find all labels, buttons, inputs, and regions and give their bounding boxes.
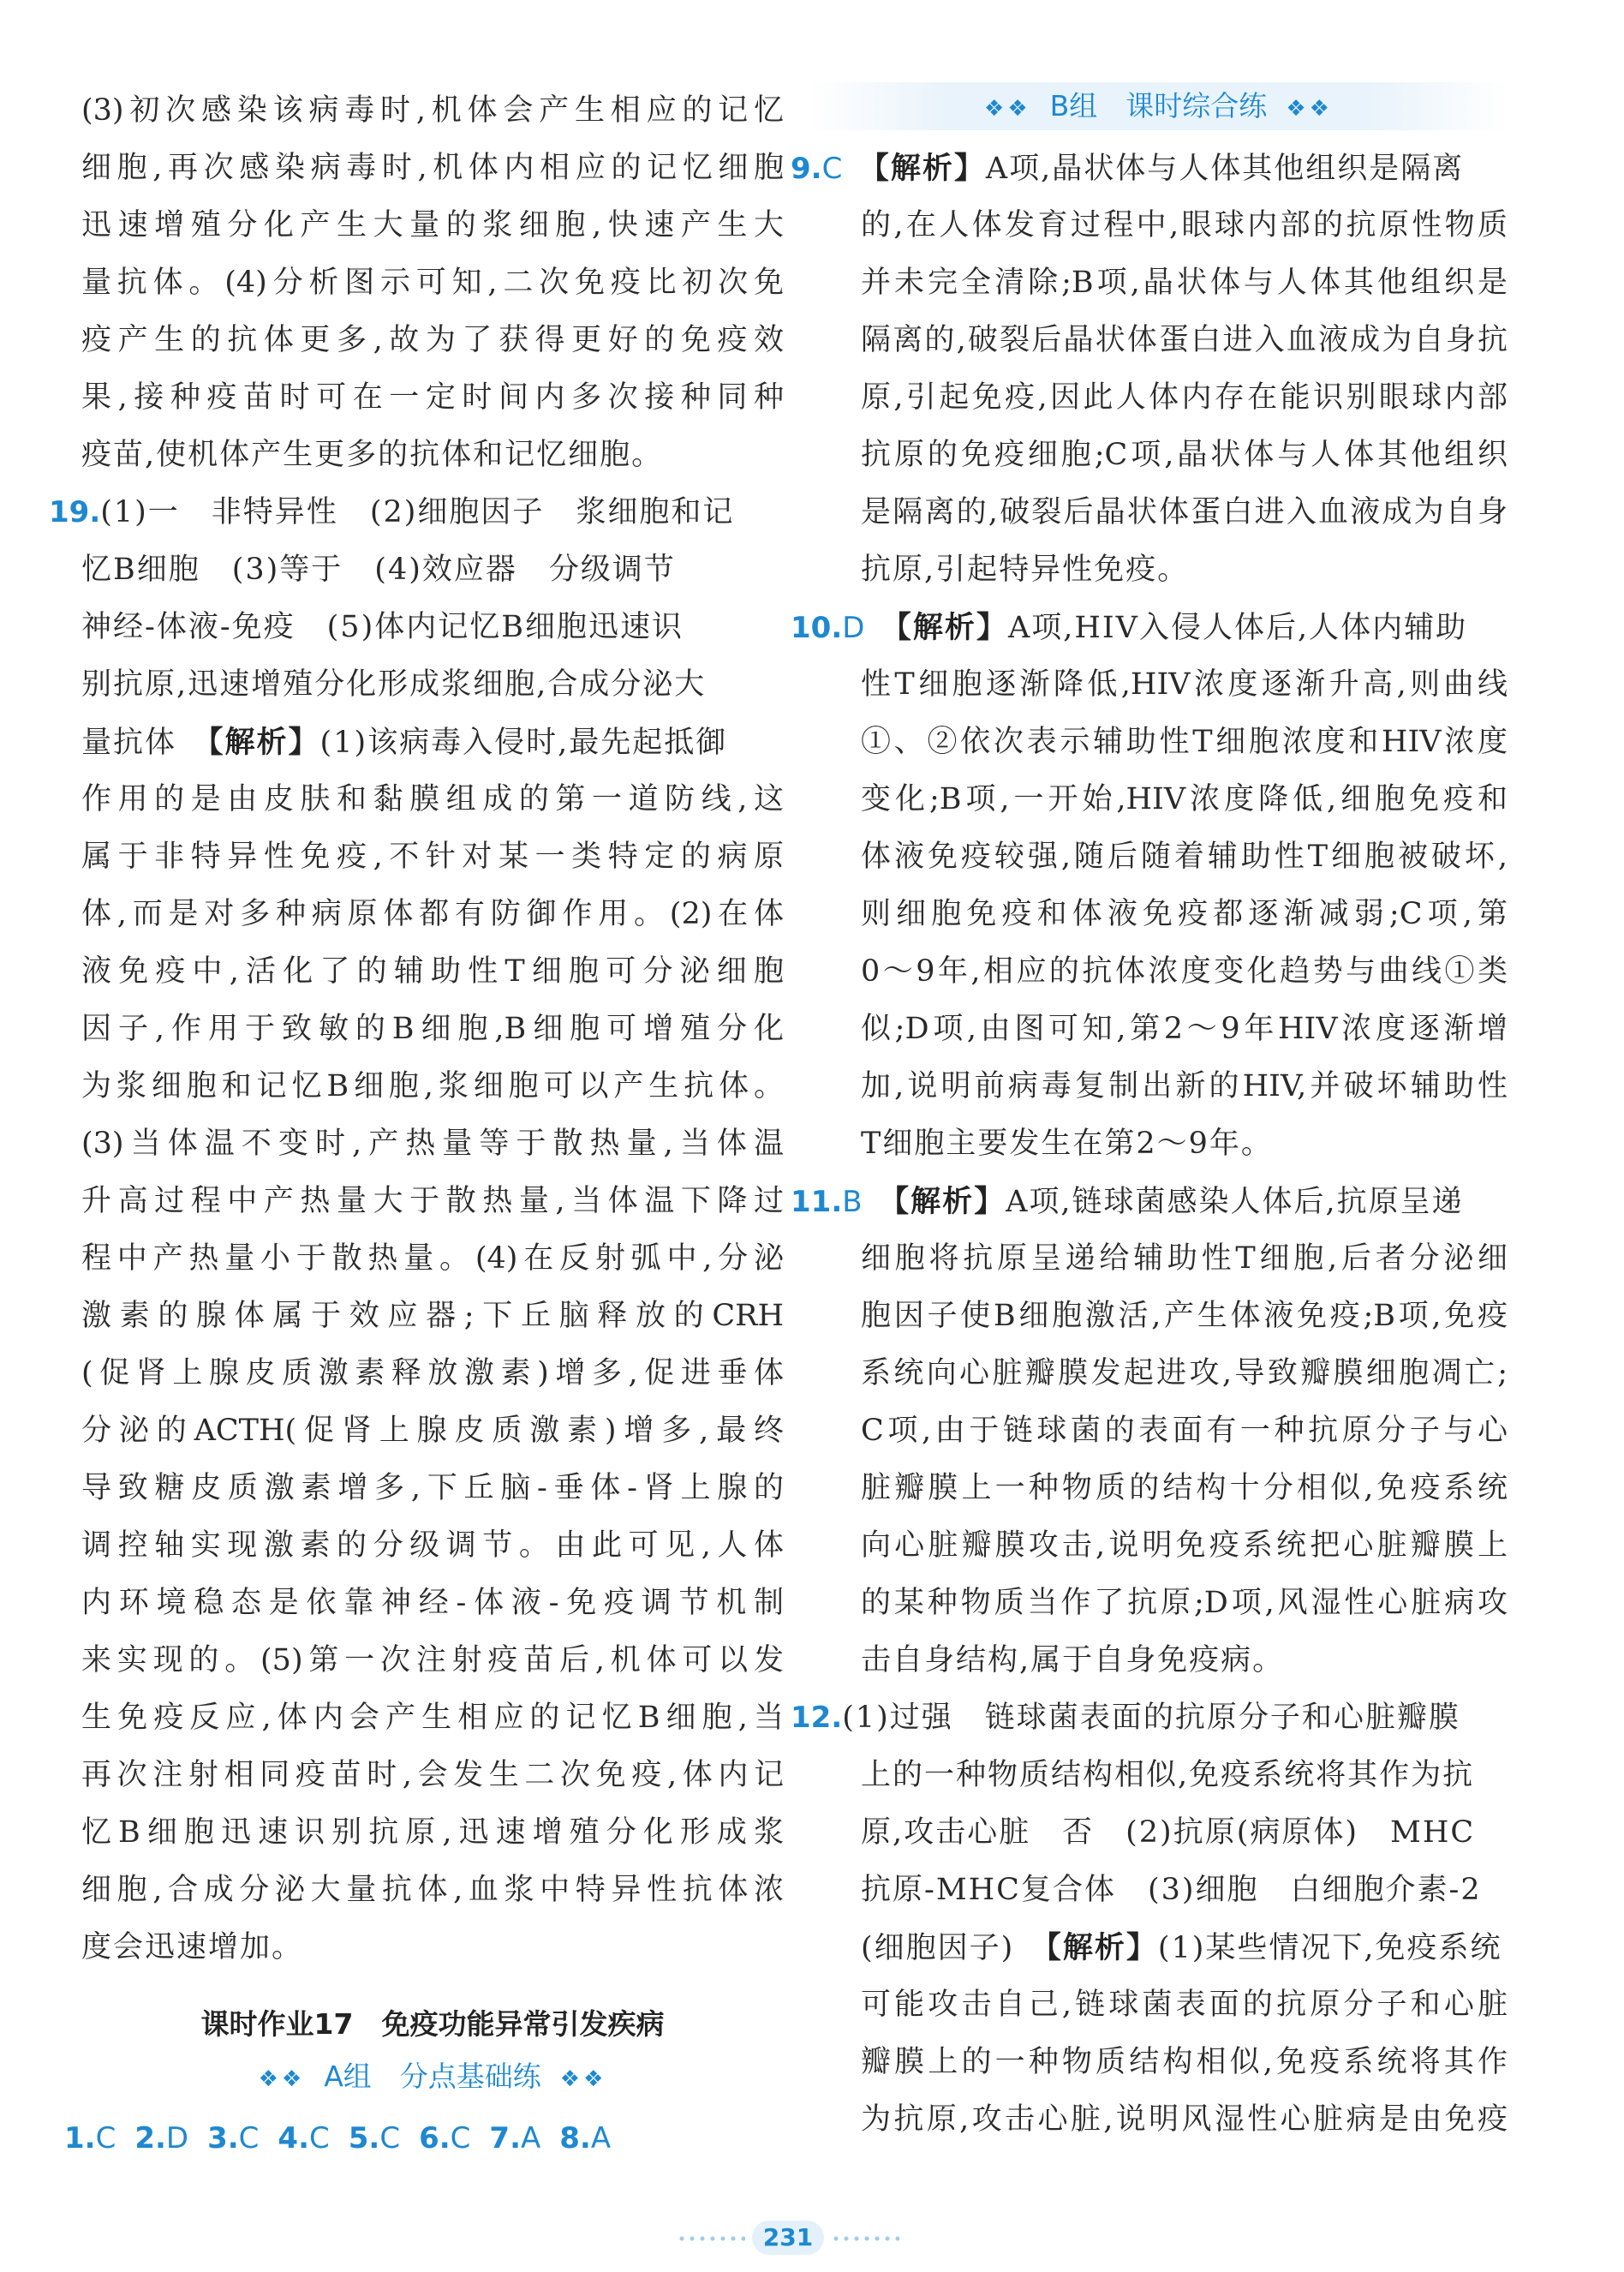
text-line: 细胞,合成分泌大量抗体,血浆中特异性抗体浓 [81, 1873, 784, 1907]
answer-value: A [590, 2121, 612, 2155]
text-line: 程中产热量小于散热量。(4)在反射弧中,分泌 [81, 1241, 784, 1276]
text-line: 神经-体液-免疫 (5)体内记忆B细胞迅速识 [81, 610, 684, 644]
analysis-text: A项,晶状体与人体其他组织是隔离 [985, 152, 1465, 186]
analysis-tag: 【解析】 [842, 151, 986, 186]
text-line: 是隔离的,破裂后晶状体蛋白进入血液成为自身 [861, 495, 1508, 529]
text-line: 脏瓣膜上一种物质的结构十分相似,免疫系统 [861, 1471, 1508, 1505]
left-column [49, 82, 784, 2167]
diamond-dots-icon: ❖❖ [258, 2066, 306, 2092]
answer-item [64, 2110, 116, 2167]
answer-text: (1)一 非特异性 (2)细胞因子 浆细胞和记 [100, 495, 735, 529]
question-18-continued [81, 82, 784, 484]
question-first-line [49, 484, 784, 541]
text-line: 疫产生的抗体更多,故为了获得更好的免疫效 [81, 323, 784, 357]
text-line: 果,接种疫苗时可在一定时间内多次接种同种 [81, 380, 784, 415]
analysis-text: A项,HIV入侵人体后,人体内辅助 [1007, 611, 1468, 645]
text-line: 液免疫中,活化了的辅助性T细胞可分泌细胞 [81, 954, 784, 989]
text-line: 忆B细胞迅速识别抗原,迅速增殖分化形成浆 [81, 1815, 784, 1850]
text-line: 的某种物质当作了抗原;D项,风湿性心脏病攻 [861, 1586, 1508, 1620]
text-line: 的,在人体发育过程中,眼球内部的抗原性物质 [861, 208, 1508, 242]
question-first-line [791, 1173, 1508, 1230]
text-line: 作用的是由皮肤和黏膜组成的第一道防线,这 [81, 782, 784, 816]
text-line: 击自身结构,属于自身免疫病。 [861, 1643, 1285, 1677]
question-first-line [791, 1689, 1508, 1747]
text-line: 并未完全清除;B项,晶状体与人体其他组织是 [861, 266, 1508, 300]
text-line: 忆B细胞 (3)等于 (4)效应器 分级调节 [81, 553, 676, 587]
analysis-text: A项,链球菌感染人体后,抗原呈递 [1006, 1185, 1464, 1219]
group-a-banner [81, 2053, 784, 2101]
answer-number: 7. [489, 2121, 521, 2155]
analysis-text: (1)某些情况下,免疫系统 [1157, 1931, 1502, 1965]
text-line: C项,由于链球菌的表面有一种抗原分子与心 [861, 1414, 1508, 1448]
question-9 [791, 140, 1508, 599]
homework-title: 课时作业17 免疫功能异常引发疾病 [200, 2007, 665, 2041]
right-column [791, 82, 1508, 2149]
text-line: 胞因子使B细胞激活,产生体液免疫;B项,免疫 [861, 1299, 1508, 1333]
answer-item [134, 2110, 188, 2167]
group-a-label: A组 分点基础练 [324, 2060, 541, 2093]
text-line: 体液免疫较强,随后随着辅助性T细胞被破坏, [861, 840, 1508, 874]
answer-letter: B [842, 1185, 863, 1219]
text-line: 疫苗,使机体产生更多的抗体和记忆细胞。 [81, 438, 664, 472]
text-line: 因子,作用于致敏的B细胞,B细胞可增殖分化 [81, 1012, 784, 1046]
question-number: 11. [791, 1185, 843, 1219]
text-line: ①、②依次表示辅助性T细胞浓度和HIV浓度 [861, 725, 1508, 759]
group-b-banner [809, 82, 1508, 130]
text-line: 原,攻击心脏 否 (2)抗原(病原体) MHC [861, 1815, 1476, 1850]
answer-number: 2. [134, 2121, 166, 2155]
analysis-tag: 【解析】 [862, 1184, 1006, 1219]
text-line: 可能攻击自己,链球菌表面的抗原分子和心脏 [861, 1988, 1508, 2022]
text-line: 生免疫反应,体内会产生相应的记忆B细胞,当 [81, 1701, 784, 1735]
answer-value: A [520, 2121, 541, 2155]
answer-item [207, 2110, 259, 2167]
text-line: 上的一种物质结构相似,免疫系统将其作为抗 [861, 1758, 1475, 1792]
text-line: 为抗原,攻击心脏,说明风湿性心脏病是由免疫 [861, 2102, 1508, 2137]
decorative-dots-right [831, 2236, 899, 2241]
answer-letter: D [842, 611, 865, 645]
answer-value: C [450, 2121, 471, 2155]
question-number: 19. [49, 495, 101, 529]
text-line: 激素的腺体属于效应器;下丘脑释放的CRH [81, 1299, 784, 1333]
text-line: 分泌的ACTH(促肾上腺皮质激素)增多,最终 [81, 1414, 784, 1448]
text-line: 变化;B项,一开始,HIV浓度降低,细胞免疫和 [861, 782, 1508, 816]
answer-item [489, 2110, 540, 2167]
answer-number: 3. [207, 2121, 239, 2155]
text-line: 升高过程中产热量大于散热量,当体温下降过 [81, 1184, 784, 1218]
decorative-dots-left [677, 2236, 745, 2241]
text-line: 迅速增殖分化产生大量的浆细胞,快速产生大 [81, 208, 784, 242]
answer-number: 6. [419, 2121, 451, 2155]
text-line: 细胞将抗原呈递给辅助性T细胞,后者分泌细 [861, 1241, 1508, 1276]
text-line: (3)初次感染该病毒时,机体会产生相应的记忆 [81, 93, 784, 128]
answer-number: 5. [348, 2121, 380, 2155]
answer-number: 1. [64, 2121, 96, 2155]
question-19 [49, 484, 784, 1976]
text-line: 为浆细胞和记忆B细胞,浆细胞可以产生抗体。 [81, 1069, 784, 1103]
analysis-line [809, 1919, 1508, 1976]
answer-number: 4. [278, 2121, 309, 2155]
text-line: 抗原-MHC复合体 (3)细胞 白细胞介素-2 [861, 1873, 1482, 1907]
text-line: 调控轴实现激素的分级调节。由此可见,人体 [81, 1528, 784, 1563]
answer-item [349, 2110, 400, 2167]
answer-value: D [165, 2121, 189, 2155]
group-b-label: B组 课时综合练 [1049, 89, 1268, 123]
answer-text: (细胞因子) [861, 1931, 1047, 1965]
answer-text: 量抗体 [81, 726, 209, 760]
answer-key-row [64, 2110, 784, 2167]
answer-text: (1)过强 链球菌表面的抗原分子和心脏瓣膜 [842, 1701, 1460, 1735]
text-line: 体,而是对多种病原体都有防御作用。(2)在体 [81, 897, 784, 931]
analysis-text: (1)该病毒入侵时,最先起抵御 [319, 726, 728, 760]
text-line: 来实现的。(5)第一次注射疫苗后,机体可以发 [81, 1643, 784, 1677]
text-line: 向心脏瓣膜攻击,说明免疫系统把心脏瓣膜上 [861, 1528, 1508, 1563]
text-line: 原,引起免疫,因此人体内存在能识别眼球内部 [861, 380, 1508, 415]
text-line: 属于非特异性免疫,不针对某一类特定的病原 [81, 840, 784, 874]
text-line: 内环境稳态是依靠神经-体液-免疫调节机制 [81, 1586, 784, 1620]
text-line: 量抗体。(4)分析图示可知,二次免疫比初次免 [81, 266, 784, 300]
question-first-line [791, 599, 1508, 656]
text-line: 瓣膜上的一种物质结构相似,免疫系统将其作 [861, 2045, 1508, 2079]
text-line: 抗原,引起特异性免疫。 [861, 553, 1190, 587]
text-line: 性T细胞逐渐降低,HIV浓度逐渐升高,则曲线 [861, 667, 1508, 702]
answer-value: C [95, 2121, 116, 2155]
analysis-tag: 【解析】 [1046, 1930, 1158, 1965]
answer-number: 8. [559, 2121, 591, 2155]
answer-item [559, 2110, 611, 2167]
answer-letter: C [821, 152, 843, 186]
analysis-line [81, 714, 784, 771]
text-line: 别抗原,迅速增殖分化形成浆细胞,合成分泌大 [81, 667, 707, 702]
text-line: 0～9年,相应的抗体浓度变化趋势与曲线①类 [861, 954, 1508, 989]
page-number: 231 [752, 2221, 824, 2255]
question-11 [791, 1173, 1508, 1689]
text-line: (促肾上腺皮质激素释放激素)增多,促进垂体 [81, 1356, 784, 1390]
text-line: 则细胞免疫和体液免疫都逐渐减弱;C项,第 [861, 897, 1508, 931]
question-number: 12. [791, 1701, 843, 1735]
text-line: 细胞,再次感染病毒时,机体内相应的记忆细胞 [81, 151, 784, 185]
text-line: 系统向心脏瓣膜发起进攻,导致瓣膜细胞凋亡; [861, 1356, 1508, 1390]
question-first-line [791, 140, 1508, 197]
text-line: 度会迅速增加。 [81, 1930, 304, 1964]
text-line: 抗原的免疫细胞;C项,晶状体与人体其他组织 [861, 438, 1508, 472]
text-line: T细胞主要发生在第2～9年。 [861, 1127, 1273, 1161]
text-line: 导致糖皮质激素增多,下丘脑-垂体-肾上腺的 [81, 1471, 784, 1505]
analysis-tag: 【解析】 [864, 610, 1008, 645]
diamond-dots-icon: ❖❖ [984, 96, 1031, 122]
question-number: 10. [791, 611, 843, 645]
text-line: 加,说明前病毒复制出新的HIV,并破坏辅助性 [861, 1069, 1508, 1103]
answer-item [419, 2110, 470, 2167]
diamond-dots-icon: ❖❖ [559, 2066, 607, 2092]
analysis-tag: 【解析】 [208, 725, 320, 760]
text-line: (3)当体温不变时,产热量等于散热量,当体温 [81, 1127, 784, 1161]
text-line: 再次注射相同疫苗时,会发生二次免疫,体内记 [81, 1758, 784, 1792]
text-line: 似;D项,由图可知,第2～9年HIV浓度逐渐增 [861, 1012, 1508, 1046]
answer-value: C [309, 2121, 330, 2155]
question-12 [791, 1689, 1508, 2149]
answer-value: C [238, 2121, 260, 2155]
answer-item [278, 2110, 329, 2167]
question-10 [791, 599, 1508, 1173]
text-line: 隔离的,破裂后晶状体蛋白进入血液成为自身抗 [861, 323, 1508, 357]
answer-value: C [379, 2121, 401, 2155]
diamond-dots-icon: ❖❖ [1286, 96, 1333, 122]
question-number: 9. [791, 152, 822, 186]
